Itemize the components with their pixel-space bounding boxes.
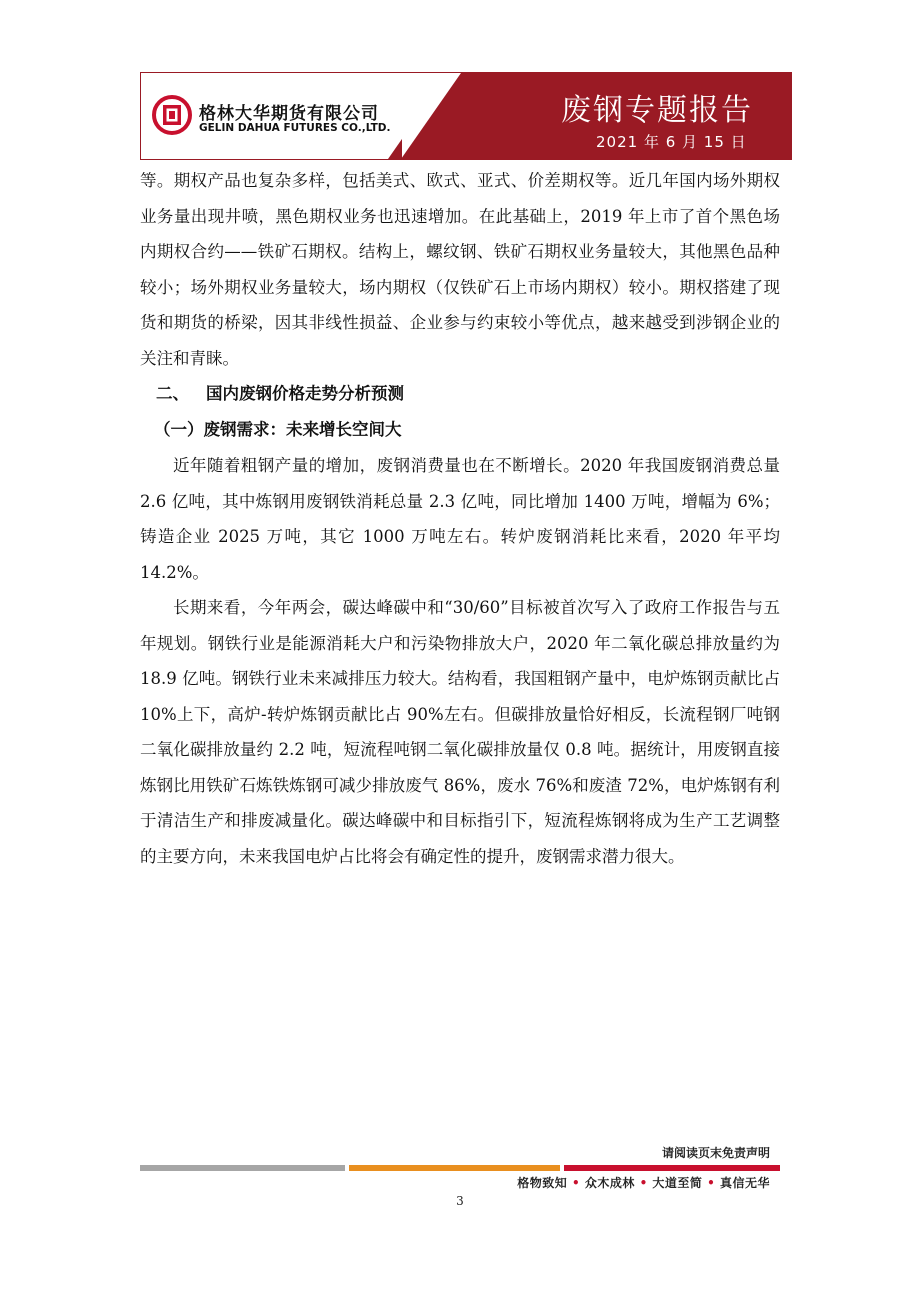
section-title: 国内废钢价格走势分析预测: [206, 384, 404, 403]
bullet-dot-icon: •: [639, 1176, 648, 1190]
report-date: 2021 年 6 月 15 日: [596, 133, 747, 151]
company-name-cn: 格林大华期货有限公司: [199, 104, 379, 124]
footer-rule-orange: [349, 1165, 560, 1171]
report-title: 废钢专题报告: [561, 93, 753, 128]
disclaimer-note: 请阅读页末免责声明: [661, 1146, 770, 1160]
section-heading: [140, 376, 780, 412]
footer-rule-grey: [140, 1165, 345, 1171]
paragraph-scrap-consumption: 近年随着粗钢产量的增加，废钢消费量也在不断增长。2020 年我国废钢消费总量 2.6 亿吨，其中炼钢用废钢铁消耗总量 2.3 亿吨，同比增加 1400 万吨，增幅为 6%；铸造企业 2025 万吨，其它 1000 万吨左右。转炉废钢消耗比来看，2020 年平均 14.2%。: [140, 456, 780, 582]
bullet-dot-icon: •: [572, 1176, 581, 1190]
motto-item: 格物致知: [517, 1176, 568, 1190]
bullet-dot-icon: •: [707, 1176, 716, 1190]
paragraph-carbon-targets: 长期来看，今年两会，碳达峰碳中和“30/60”目标被首次写入了政府工作报告与五年规划。钢铁行业是能源消耗大户和污染物排放大户，2020 年二氧化碳总排放量约为 18.9 亿吨。钢铁行业未来减排压力较大。结构看，我国粗钢产量中，电炉炼钢贡献比占 10%上下，高炉-转炉炼钢贡献比占 90%左右。但碳排放量恰好相反，长流程钢厂吨钢二氧化碳排放量约 2.2 吨，短流程吨钢二氧化碳排放量仅 0.8 吨。据统计，用废钢直接炼钢比用铁矿石炼铁炼钢可减少排放废气 86%，废水 76%和废渣 72%，电炉炼钢有利于清洁生产和排废减量化。碳达峰碳中和目标指引下，短流程炼钢将成为生产工艺调整的主要方向，未来我国电炉占比将会有确定性的提升，废钢需求潜力很大。: [140, 598, 780, 866]
footer-rule-red: [564, 1165, 780, 1171]
motto-item: 众木成林: [584, 1176, 635, 1190]
report-header: [140, 72, 792, 160]
page-number: 3: [456, 1194, 464, 1208]
paragraph-options-overview: 等。期权产品也复杂多样，包括美式、欧式、亚式、价差期权等。近几年国内场外期权业务量出现井喷，黑色期权业务也迅速增加。在此基础上，2019 年上市了首个黑色场内期权合约——铁矿石期权。结构上，螺纹钢、铁矿石期权业务量较大，其他黑色品种较小；场外期权业务量较大，场内期权（仅铁矿石上市场内期权）较小。期权搭建了现货和期货的桥梁，因其非线性损益、企业参与约束较小等优点，越来越受到涉钢企业的关注和青睐。: [140, 171, 780, 368]
report-body: [140, 163, 780, 874]
subsection-heading: （一）废钢需求：未来增长空间大: [154, 420, 402, 439]
company-motto: [480, 1174, 770, 1191]
section-number: 二、: [156, 384, 189, 403]
company-name-en: GELIN DAHUA FUTURES CO.,LTD.: [199, 122, 391, 134]
motto-item: 真信无华: [719, 1176, 770, 1190]
gelin-dahua-logo-icon: [152, 95, 192, 135]
motto-item: 大道至简: [652, 1176, 703, 1190]
header-stripe: [388, 73, 402, 159]
